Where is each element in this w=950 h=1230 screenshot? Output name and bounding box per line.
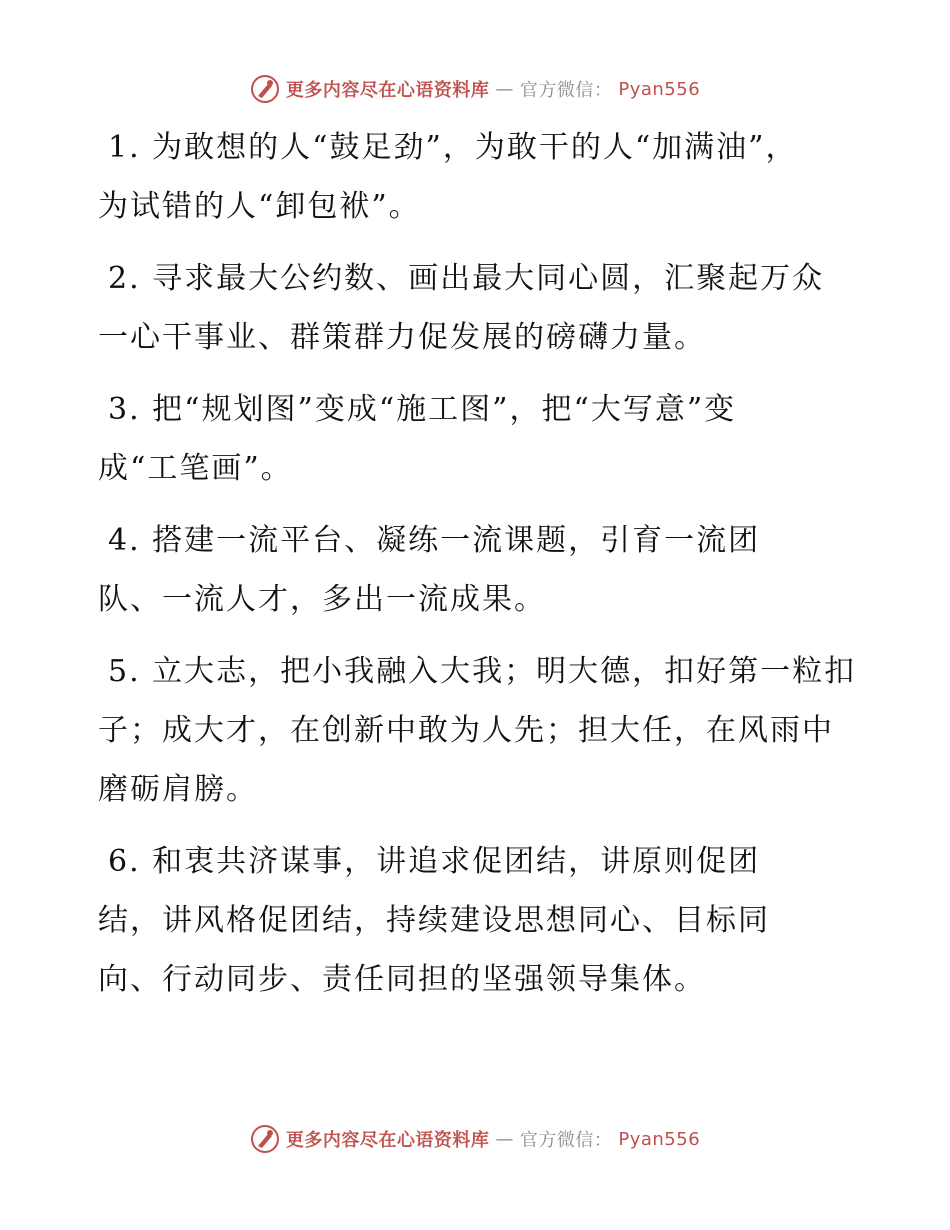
watermark-main-text: 更多内容尽在心语资料库 [285, 80, 490, 101]
list-item-5: 5. 立大志，把小我融入大我；明大德，扣好第一粒扣子；成大才，在创新中敢为人先；担大任，在风雨中磨砺肩膀。 [98, 654, 857, 807]
list-item-1: 1. 为敢想的人“鼓足劲”，为敢干的人“加满油”，为试错的人“卸包袱”。 [98, 130, 798, 224]
pen-nib-logo-icon [250, 74, 280, 104]
list-item-6: 6. 和衷共济谋事，讲追求促团结，讲原则促团结，讲风格促团结，持续建设思想同心、目标同向、行动同步、责任同担的坚强领导集体。 [98, 844, 770, 997]
pen-nib-logo-icon [250, 1124, 280, 1154]
list-item-3: 3. 把“规划图”变成“施工图”，把“大写意”变成“工笔画”。 [98, 392, 737, 486]
header-watermark [0, 74, 950, 104]
document-body [98, 118, 858, 1022]
watermark-dash: — [495, 1128, 514, 1150]
watermark-contact-label: 官方微信： [519, 80, 613, 101]
watermark-contact-id: Pyan556 [618, 78, 701, 100]
list-item-2: 2. 寻求最大公约数、画出最大同心圆，汇聚起万众一心干事业、群策群力促发展的磅礴力量。 [98, 261, 825, 355]
watermark-contact-id: Pyan556 [618, 1128, 701, 1150]
watermark-contact-label: 官方微信： [519, 1130, 613, 1151]
footer-watermark [0, 1124, 950, 1154]
watermark-main-text: 更多内容尽在心语资料库 [285, 1130, 490, 1151]
list-item-4: 4. 搭建一流平台、凝练一流课题，引育一流团队、一流人才，多出一流成果。 [98, 523, 761, 617]
watermark-dash: — [495, 78, 514, 100]
